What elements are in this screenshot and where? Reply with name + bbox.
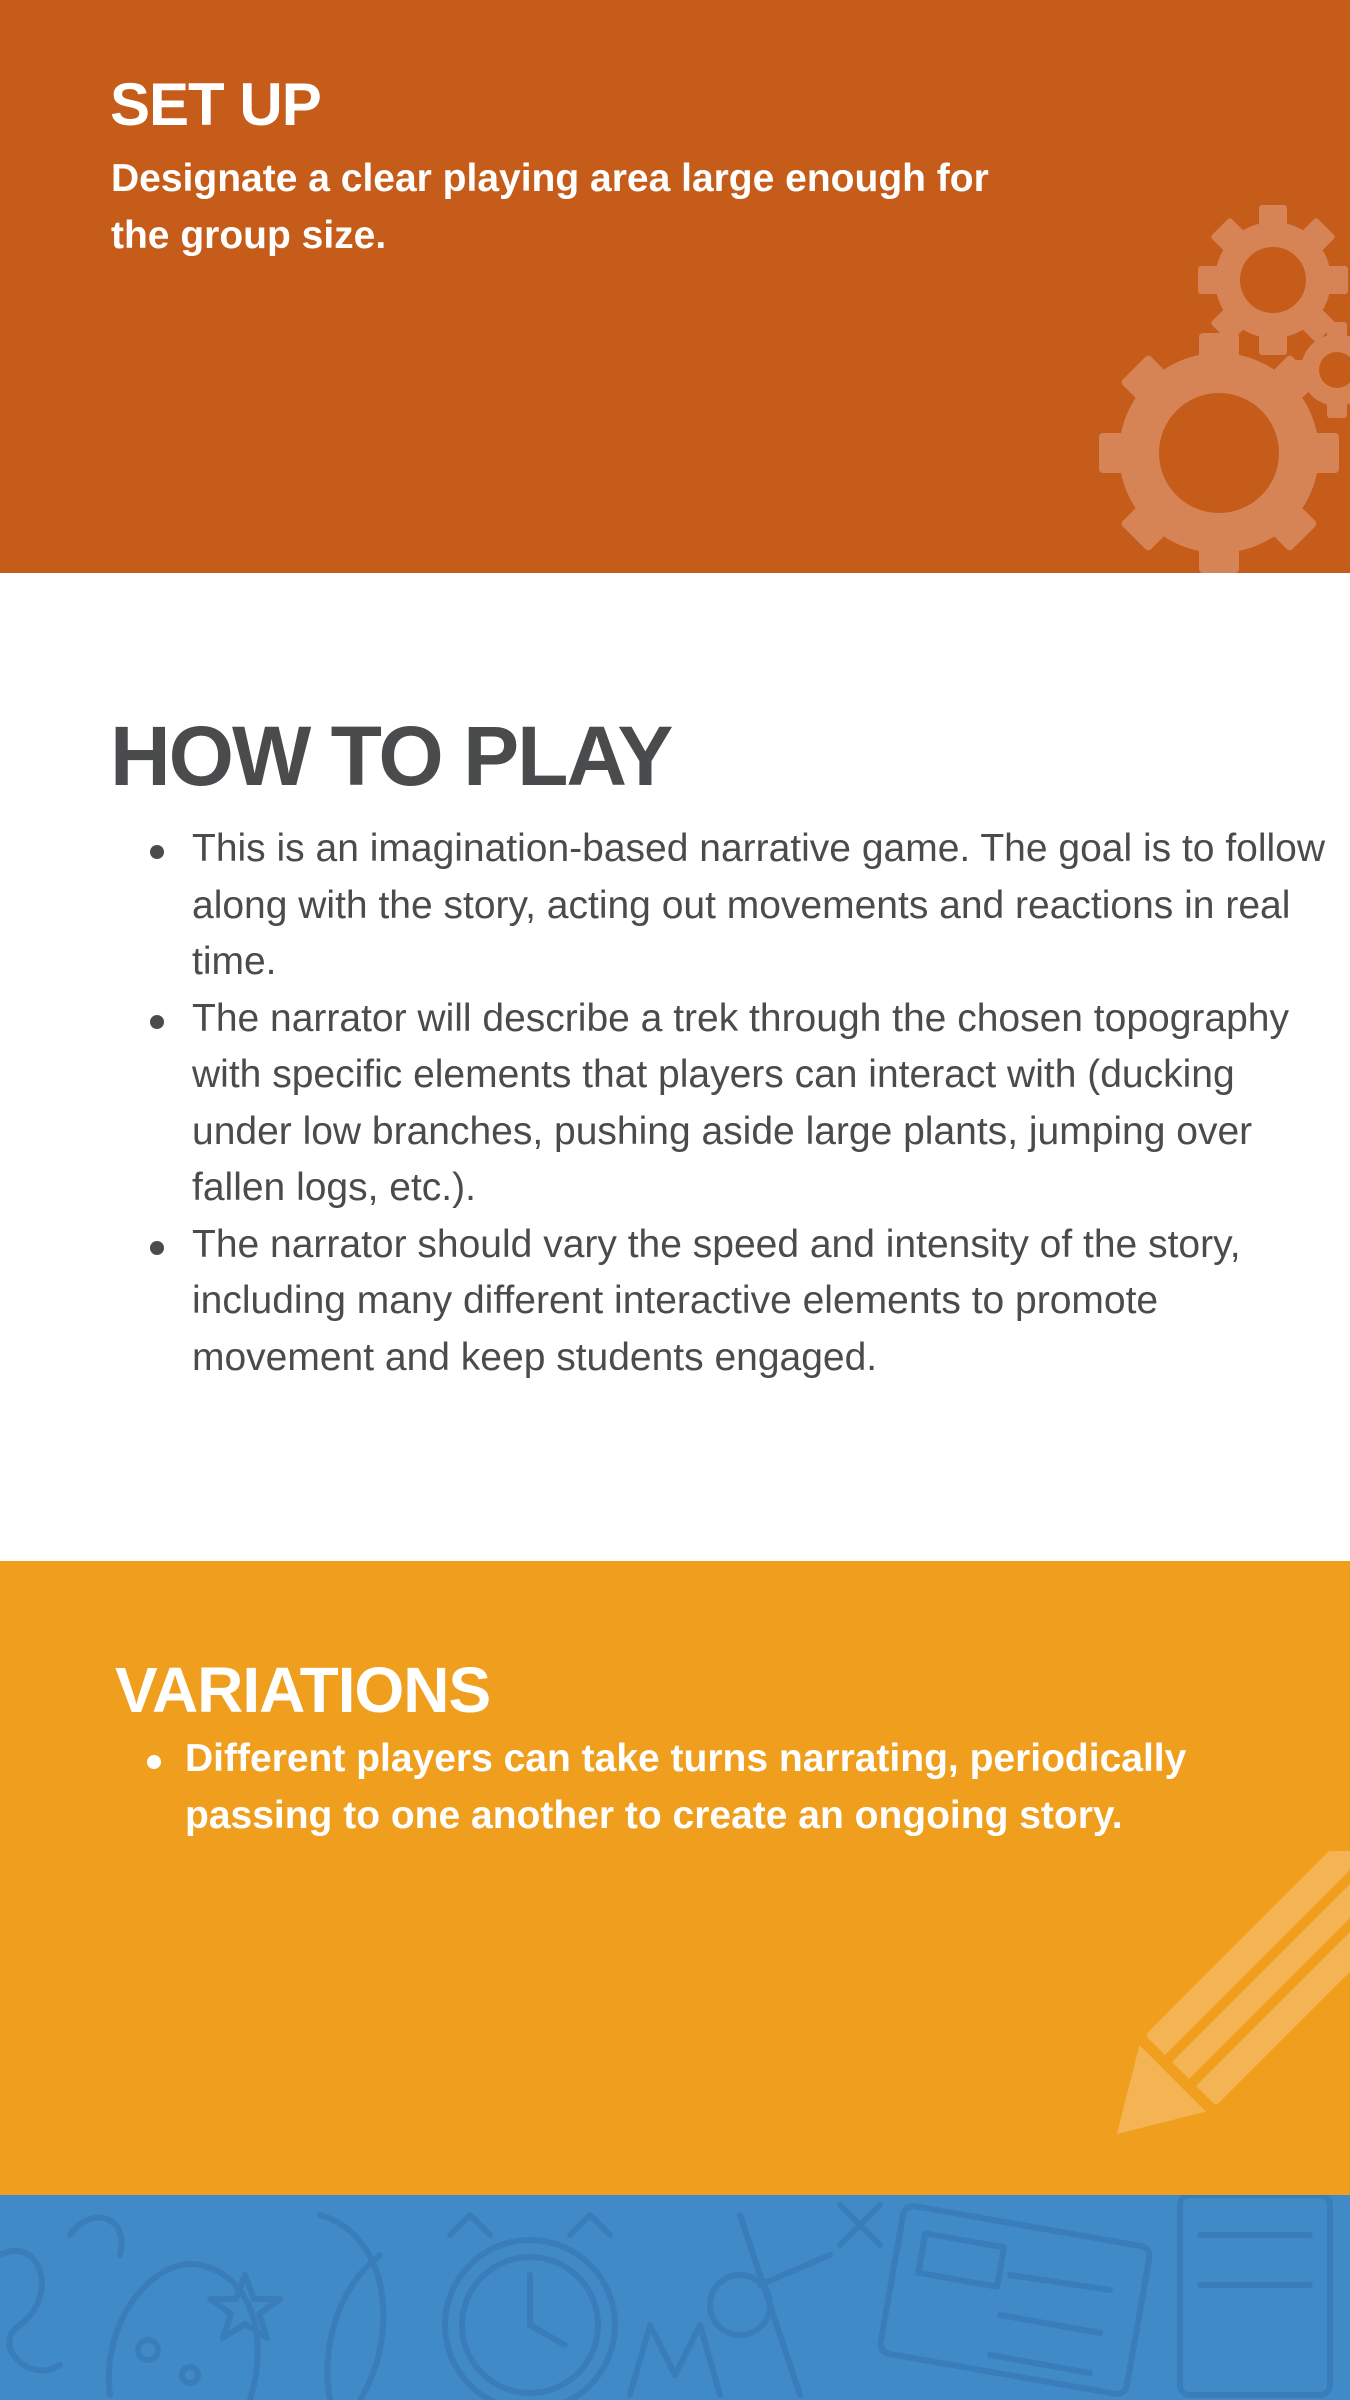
footer-doodle-band (0, 2195, 1350, 2400)
setup-text: Designate a clear playing area large enough for the group size. (111, 157, 989, 257)
variations-list (110, 1731, 1235, 1844)
setup-section (0, 0, 1350, 573)
variations-title: VARIATIONS (115, 1654, 491, 1726)
list-item: The narrator will describe a trek through the chosen topography with specific elements that players can interact with (ducking under low branches, pushing aside large plants, jumping over fallen logs, etc.). (192, 991, 1342, 1217)
gears-icon (1090, 190, 1350, 573)
doodle-pattern (0, 2195, 1350, 2400)
how-to-play-list (110, 821, 1342, 1386)
how-to-play-section (0, 573, 1350, 1561)
setup-title: SET UP (110, 71, 321, 138)
list-item: This is an imagination-based narrative game. The goal is to follow along with the story, acting out movements and reactions in real time. (192, 821, 1342, 991)
pencil-icon (1060, 1851, 1350, 2195)
variations-section (0, 1561, 1350, 2195)
list-item: The narrator should vary the speed and intensity of the story, including many different interactive elements to promote movement and keep students engaged. (192, 1217, 1342, 1387)
how-to-play-title: HOW TO PLAY (110, 709, 672, 803)
list-item: Different players can take turns narrating, periodically passing to one another to create an ongoing story. (185, 1731, 1235, 1844)
